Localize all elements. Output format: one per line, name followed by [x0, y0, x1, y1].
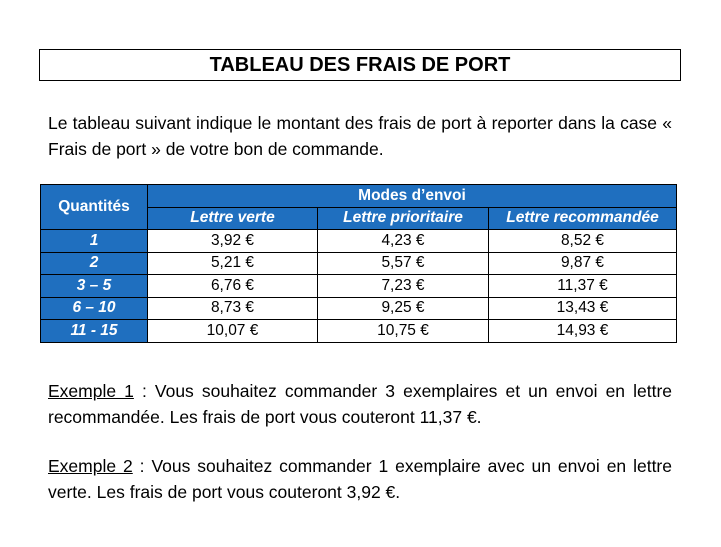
shipping-rates-table [40, 184, 677, 343]
price-cell: 3,92 € [148, 230, 318, 253]
table-row [41, 275, 677, 298]
table-row [41, 252, 677, 275]
example-1-label: Exemple 1 [48, 381, 134, 401]
price-cell: 11,37 € [489, 275, 677, 298]
table-row [41, 320, 677, 343]
example-2-text: : Vous souhaitez commander 1 exemplaire avec un envoi en lettre verte. Les frais de port vous couteront 3,92 €. [48, 456, 672, 502]
quantity-cell: 2 [41, 252, 148, 275]
example-2-label: Exemple 2 [48, 456, 133, 476]
modes-header: Modes d’envoi [148, 185, 677, 208]
quantity-cell: 6 – 10 [41, 297, 148, 320]
example-1-paragraph [48, 378, 672, 430]
price-cell: 9,25 € [318, 297, 489, 320]
price-cell: 5,57 € [318, 252, 489, 275]
price-cell: 14,93 € [489, 320, 677, 343]
column-header-lettre-verte: Lettre verte [148, 207, 318, 230]
price-cell: 8,52 € [489, 230, 677, 253]
column-header-lettre-recommandee: Lettre recommandée [489, 207, 677, 230]
price-cell: 5,21 € [148, 252, 318, 275]
quantity-cell: 1 [41, 230, 148, 253]
price-cell: 6,76 € [148, 275, 318, 298]
price-cell: 8,73 € [148, 297, 318, 320]
price-cell: 13,43 € [489, 297, 677, 320]
quantity-cell: 3 – 5 [41, 275, 148, 298]
table-row [41, 230, 677, 253]
price-cell: 4,23 € [318, 230, 489, 253]
quantity-header: Quantités [41, 185, 148, 230]
table-row [41, 297, 677, 320]
page-title: TABLEAU DES FRAIS DE PORT [39, 49, 681, 81]
column-header-lettre-prioritaire: Lettre prioritaire [318, 207, 489, 230]
example-2-paragraph [48, 453, 672, 505]
price-cell: 10,75 € [318, 320, 489, 343]
price-cell: 9,87 € [489, 252, 677, 275]
price-cell: 10,07 € [148, 320, 318, 343]
quantity-cell: 11 - 15 [41, 320, 148, 343]
example-1-text: : Vous souhaitez commander 3 exemplaires et un envoi en lettre recommandée. Les frais de port vous couteront 11,37 €. [48, 381, 673, 427]
price-cell: 7,23 € [318, 275, 489, 298]
table-header-row [41, 185, 677, 208]
intro-paragraph: Le tableau suivant indique le montant des frais de port à reporter dans la case « Frais de port » de votre bon de commande. [48, 113, 672, 159]
